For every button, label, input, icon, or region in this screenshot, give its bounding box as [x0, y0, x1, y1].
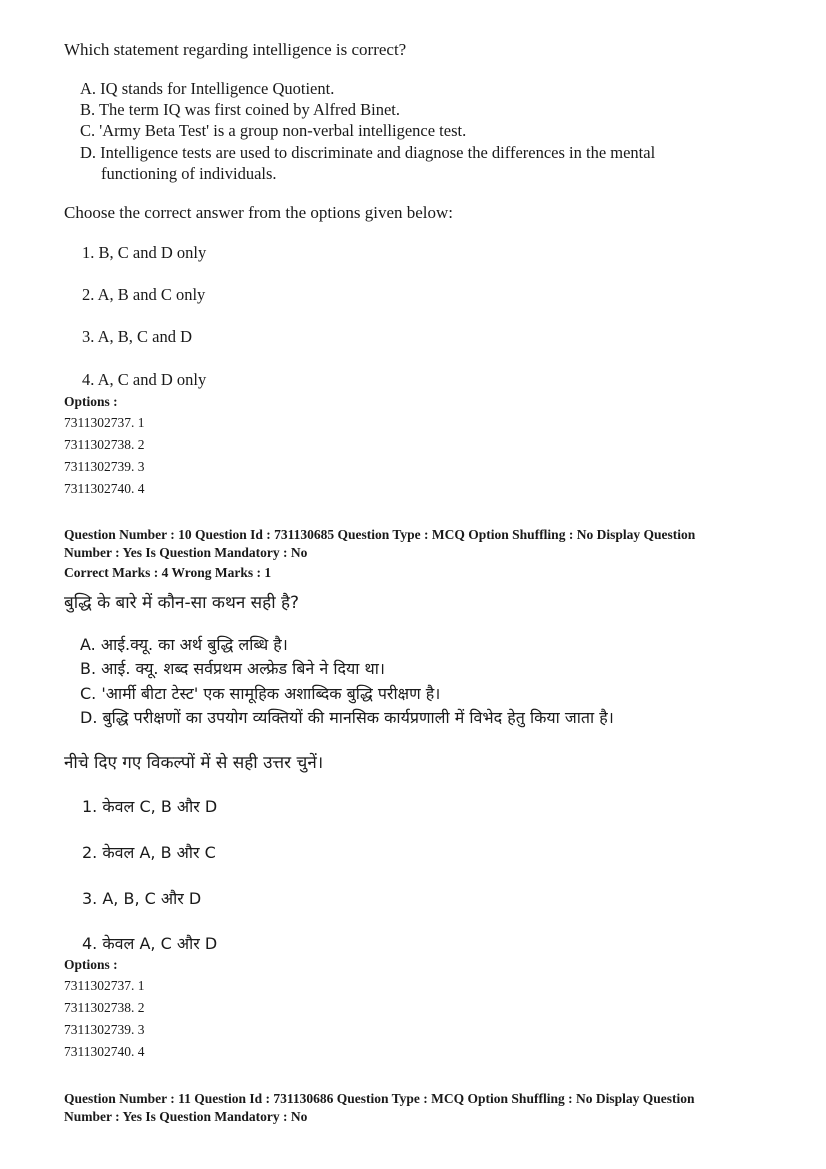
question11-meta-line1: Question Number : 11 Question Id : 731130686 Question Type : MCQ Option Shuffling : No Display Question [64, 1091, 695, 1106]
question-text: Which statement regarding intelligence is correct? [64, 40, 407, 59]
question-meta-line2: Number : Yes Is Question Mandatory : No [64, 545, 308, 560]
statement-c: C. 'Army Beta Test' is a group non-verbal intelligence test. [80, 121, 467, 140]
instruction-text-hindi: नीचे दिए गए विकल्पों में से सही उत्तर चुनें। [64, 753, 324, 773]
choice-2: 2. A, B and C only [82, 285, 206, 304]
statement-d-hindi: D. बुद्धि परीक्षणों का उपयोग व्यक्तियों की मानसिक कार्यप्रणाली में विभेद हेतु किया जाता है। [80, 708, 614, 727]
option-id-q10-2: 7311302738. 2 [64, 1000, 145, 1015]
question-meta-line1: Question Number : 10 Question Id : 731130685 Question Type : MCQ Option Shuffling : No Display Question [64, 527, 696, 542]
statement-d: D. Intelligence tests are used to discriminate and diagnose the differences in the mental [80, 143, 656, 162]
options-label: Options : [64, 394, 118, 409]
option-id-3: 7311302739. 3 [64, 459, 145, 474]
instruction-text: Choose the correct answer from the options given below: [64, 203, 454, 222]
question-text-hindi: बुद्धि के बारे में कौन-सा कथन सही है? [64, 593, 300, 613]
statement-c-hindi: C. 'आर्मी बीटा टेस्ट' एक सामूहिक अशाब्दिक बुद्धि परीक्षण है। [80, 684, 441, 703]
option-id-q10-3: 7311302739. 3 [64, 1022, 145, 1037]
option-id-q10-4: 7311302740. 4 [64, 1044, 145, 1059]
choice-1-hindi: 1. केवल C, B और D [82, 797, 218, 816]
statement-a-hindi: A. आई.क्यू. का अर्थ बुद्धि लब्धि है। [80, 635, 288, 654]
statement-b: B. The term IQ was first coined by Alfred Binet. [80, 100, 401, 119]
choice-3: 3. A, B, C and D [82, 327, 193, 346]
choice-4: 4. A, C and D only [82, 370, 207, 389]
option-id-q10-1: 7311302737. 1 [64, 978, 145, 993]
statement-b-hindi: B. आई. क्यू. शब्द सर्वप्रथम अल्फ्रेड बिने ने दिया था। [80, 659, 385, 678]
choice-4-hindi: 4. केवल A, C और D [82, 934, 218, 953]
option-id-2: 7311302738. 2 [64, 437, 145, 452]
statement-d-continued: functioning of individuals. [101, 164, 277, 183]
options-label-q10: Options : [64, 957, 118, 972]
question-marks: Correct Marks : 4 Wrong Marks : 1 [64, 565, 272, 580]
statement-a: A. IQ stands for Intelligence Quotient. [80, 79, 335, 98]
option-id-1: 7311302737. 1 [64, 415, 145, 430]
choice-1: 1. B, C and D only [82, 243, 207, 262]
choice-2-hindi: 2. केवल A, B और C [82, 843, 216, 862]
choice-3-hindi: 3. A, B, C और D [82, 889, 202, 908]
option-id-4: 7311302740. 4 [64, 481, 145, 496]
question11-meta-line2: Number : Yes Is Question Mandatory : No [64, 1109, 308, 1124]
